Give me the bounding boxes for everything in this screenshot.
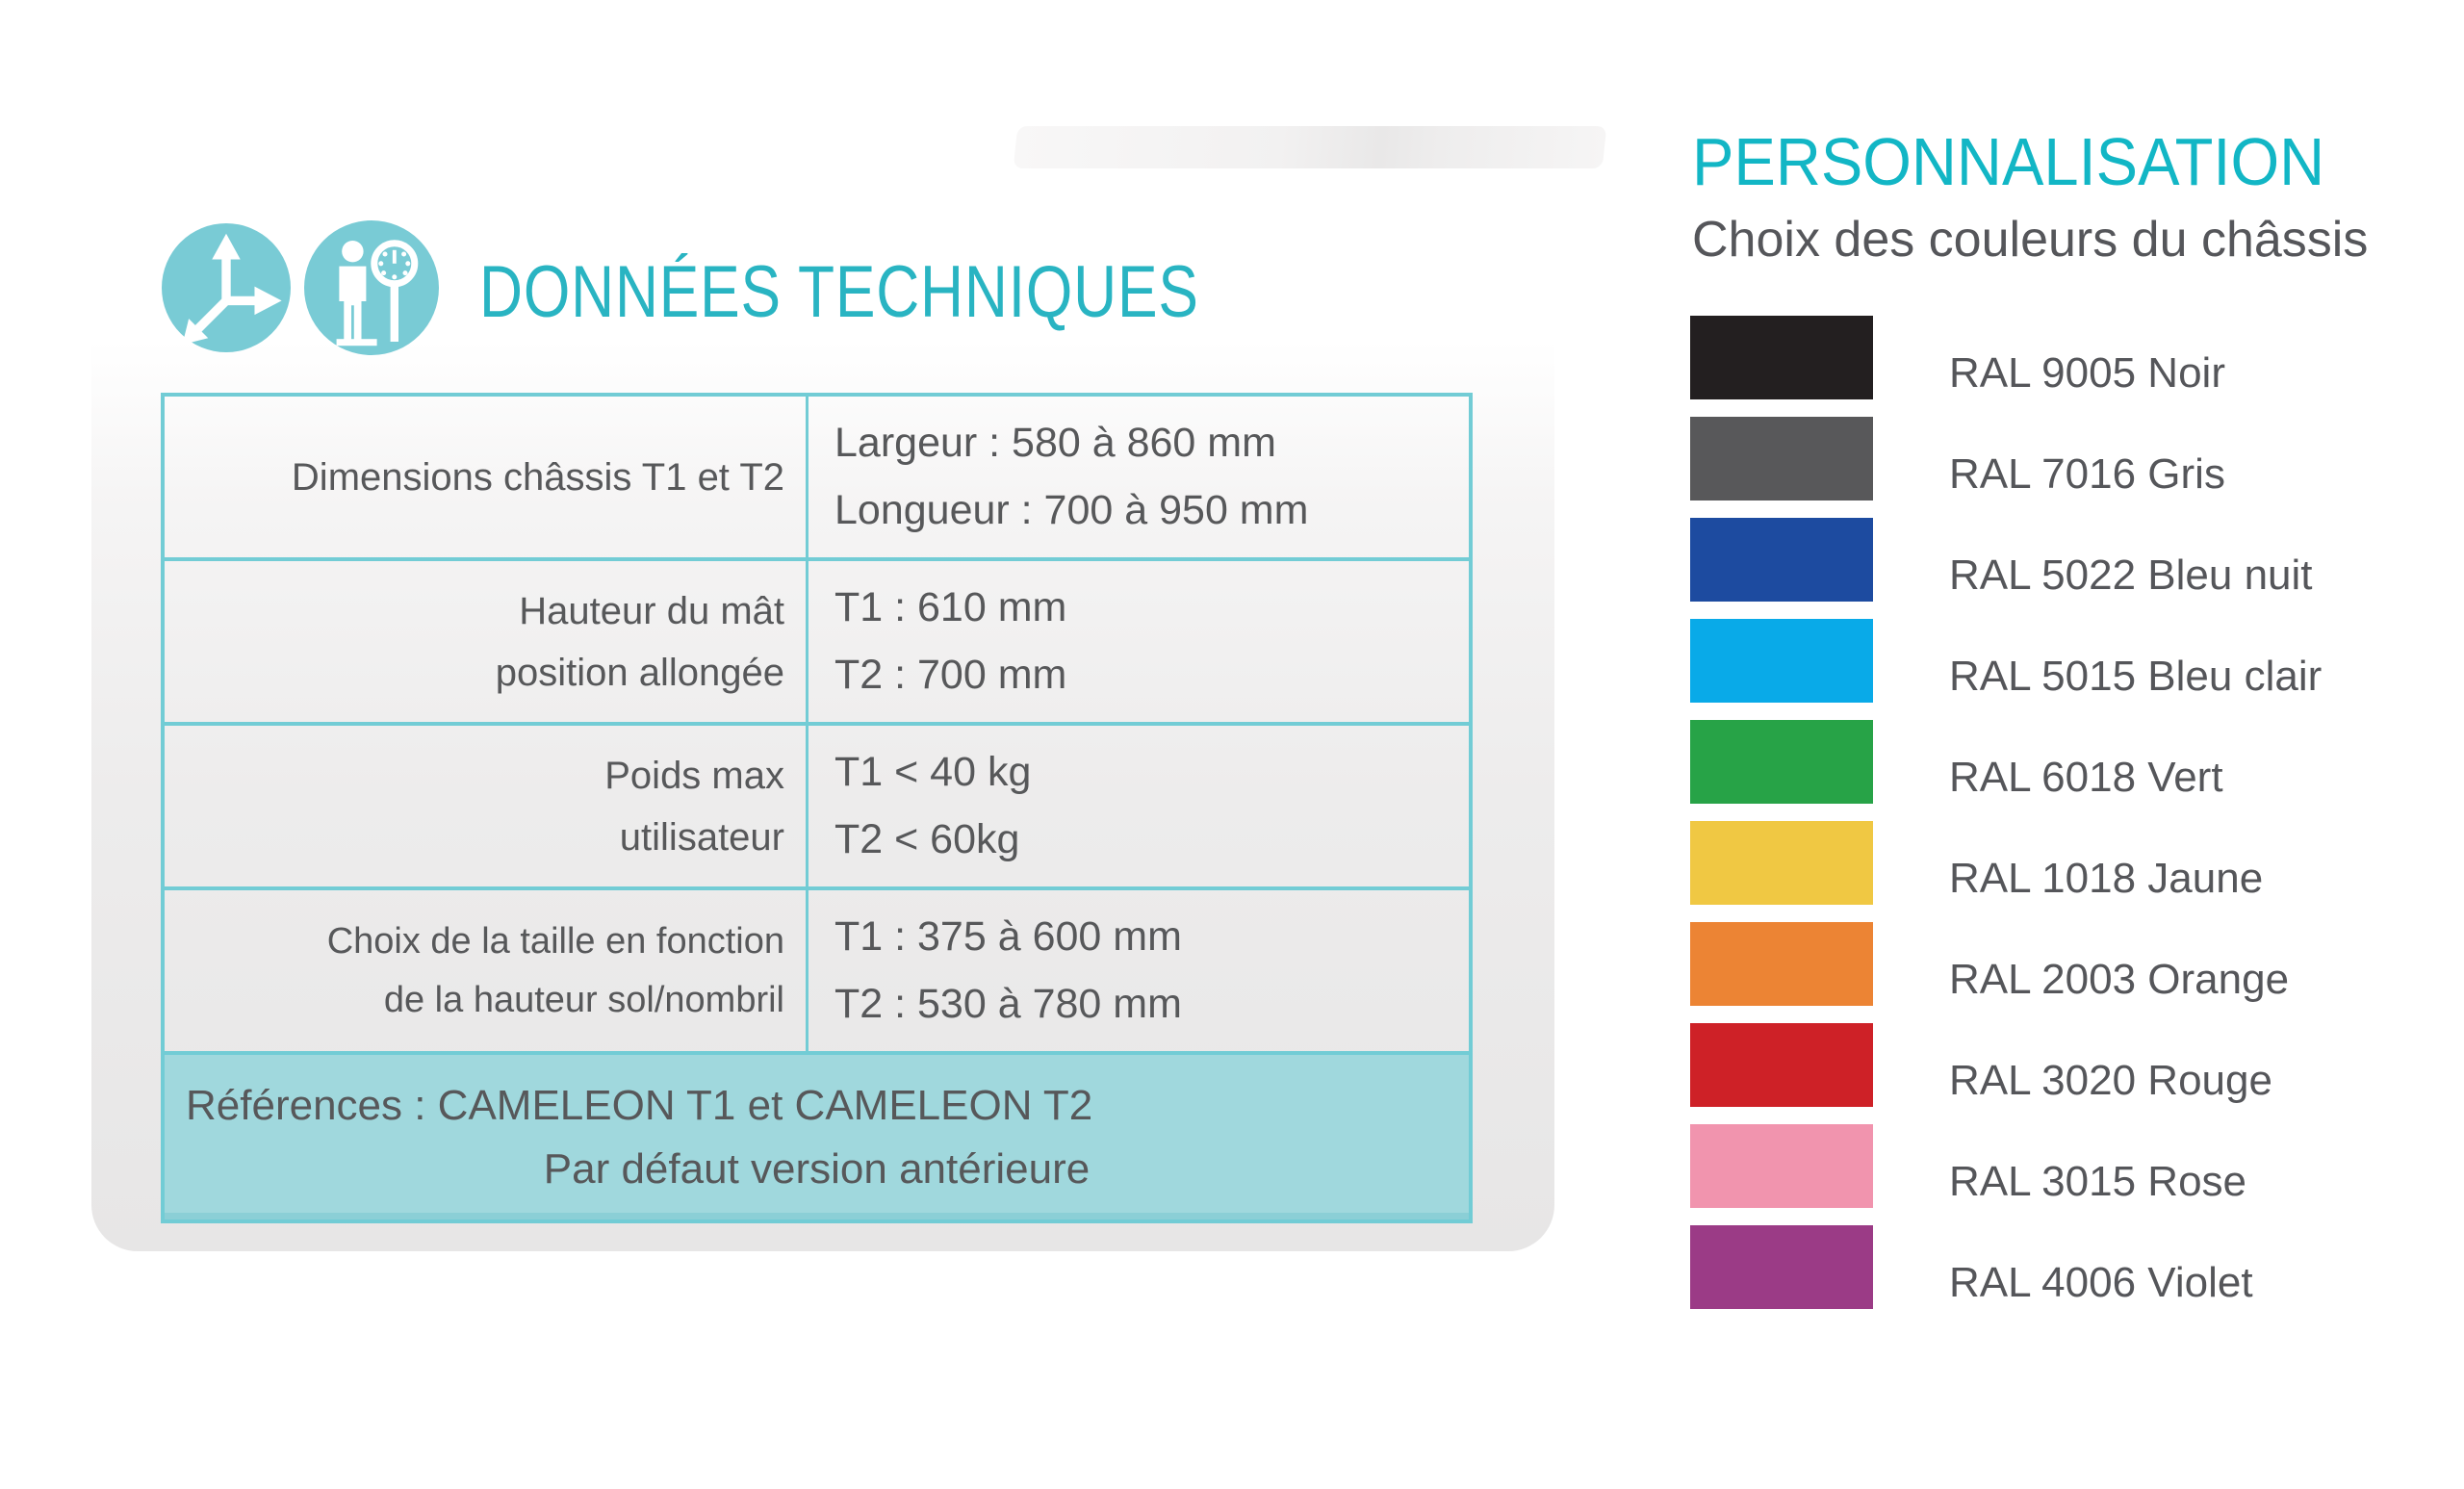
color-swatch [1690, 821, 1873, 905]
color-option-row [1690, 417, 2422, 501]
row-value: T1 : 610 mm T2 : 700 mm [834, 583, 1067, 698]
decorative-gradient-wisp [1014, 126, 1607, 168]
color-swatch [1690, 619, 1873, 703]
footer-shade-strip [165, 1213, 1469, 1219]
color-label: RAL 5022 Bleu nuit [1949, 551, 2313, 599]
color-label: RAL 6018 Vert [1949, 753, 2223, 801]
row-label: Hauteur du mât position allongée [165, 561, 808, 722]
color-swatch [1690, 922, 1873, 1006]
table-row [165, 722, 1469, 886]
row-label: Dimensions châssis T1 et T2 [165, 397, 808, 557]
user-height-gauge-icon [304, 220, 439, 355]
row-value: T1 < 40 kg T2 < 60kg [834, 748, 1032, 862]
technical-data-title: DONNÉES TECHNIQUES [479, 251, 1199, 333]
color-label: RAL 5015 Bleu clair [1949, 652, 2323, 700]
color-label: RAL 4006 Violet [1949, 1258, 2253, 1306]
color-option-row [1690, 1023, 2422, 1107]
row-label: Choix de la taille en fonction de la hauteur sol/nombril [165, 890, 808, 1051]
color-option-row [1690, 821, 2422, 905]
color-label: RAL 2003 Orange [1949, 955, 2290, 1003]
color-label: RAL 9005 Noir [1949, 348, 2225, 397]
color-option-row [1690, 316, 2422, 399]
color-option-row [1690, 518, 2422, 602]
color-label: RAL 1018 Jaune [1949, 854, 2264, 902]
dimensions-axes-icon [162, 223, 291, 352]
color-swatch [1690, 417, 1873, 501]
color-option-row [1690, 1225, 2422, 1309]
color-swatch [1690, 1023, 1873, 1107]
color-swatch [1690, 1124, 1873, 1208]
personnalisation-title: PERSONNALISATION [1692, 124, 2325, 199]
color-label: RAL 7016 Gris [1949, 449, 2225, 498]
personnalisation-subtitle: Choix des couleurs du châssis [1692, 212, 2369, 268]
row-label: Poids max utilisateur [165, 726, 808, 886]
color-option-row [1690, 720, 2422, 804]
table-footer-references: Références : CAMELEON T1 et CAMELEON T2 Par défaut version antérieure [165, 1051, 1469, 1219]
color-swatch [1690, 1225, 1873, 1309]
row-value: Largeur : 580 à 860 mm Longueur : 700 à 950 mm [834, 419, 1309, 533]
technical-spec-table [161, 393, 1473, 1223]
table-row [165, 397, 1469, 557]
color-label: RAL 3015 Rose [1949, 1157, 2247, 1205]
color-option-row [1690, 922, 2422, 1006]
color-swatch [1690, 720, 1873, 804]
color-swatch [1690, 518, 1873, 602]
table-row [165, 886, 1469, 1051]
row-value: T1 : 375 à 600 mm T2 : 530 à 780 mm [834, 912, 1182, 1027]
table-row [165, 557, 1469, 722]
color-option-row [1690, 619, 2422, 703]
color-swatch [1690, 316, 1873, 399]
color-label: RAL 3020 Rouge [1949, 1056, 2272, 1104]
color-option-row [1690, 1124, 2422, 1208]
